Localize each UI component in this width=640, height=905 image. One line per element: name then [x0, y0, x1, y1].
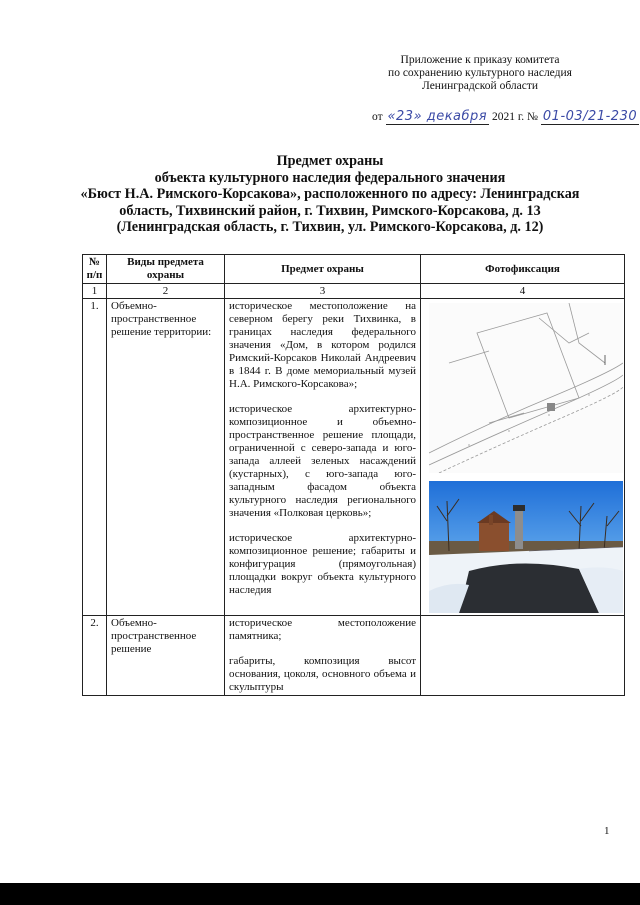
document-title [60, 153, 600, 236]
row-photos [421, 299, 625, 616]
order-number-handwritten: 01-03/21-230 [542, 109, 638, 124]
table-row [83, 616, 625, 696]
monument-photo-image [429, 481, 623, 613]
scan-edge-bar [0, 883, 640, 905]
protection-subject-table [82, 254, 625, 696]
order-date-number [372, 110, 639, 125]
subject-paragraph-3: историческое архитектурно-композиционное решение; габариты и конфигурация (прямоугольная) площадки вокруг объекта культурного наследия [229, 532, 416, 596]
col-number-4: 4 [421, 284, 625, 299]
table-header-row [83, 255, 625, 284]
col-number-1: 1 [83, 284, 107, 299]
order-prefix: от [372, 111, 383, 123]
row-number: 1. [83, 299, 107, 616]
subject-paragraph-1: историческое местоположение памятника; [229, 617, 416, 642]
row-photos-empty [421, 616, 625, 696]
col-number-2: 2 [107, 284, 225, 299]
order-year-text: 2021 г. № [492, 111, 539, 123]
row-number: 2. [83, 616, 107, 696]
title-line-4: область, Тихвинский район, г. Тихвин, Римского-Корсакова, д. 13 [119, 202, 541, 219]
title-line-2: объекта культурного наследия федерального значения [154, 169, 506, 186]
page-number: 1 [604, 825, 610, 837]
header-num: № п/п [83, 255, 107, 284]
header-types: Виды предмета охраны [107, 255, 225, 284]
row-type: Объемно-пространственное решение [107, 616, 225, 696]
header-photo: Фотофиксация [421, 255, 625, 284]
order-day-handwritten: «23» декабря [387, 109, 488, 124]
row-subject [225, 616, 421, 696]
appendix-line-2: по сохранению культурного наследия [388, 67, 572, 79]
row-type: Объемно-пространственное решение территории: [107, 299, 225, 616]
col-number-3: 3 [225, 284, 421, 299]
column-number-row [83, 284, 625, 299]
table-row [83, 299, 625, 616]
appendix-line-3: Ленинградской области [421, 80, 539, 92]
row-subject [225, 299, 421, 616]
title-line-5: (Ленинградская область, г. Тихвин, ул. Римского-Корсакова, д. 12) [116, 219, 544, 235]
subject-paragraph-2: габариты, композиция высот основания, цоколя, основного объема и скульптуры [229, 655, 416, 693]
subject-paragraph-1: историческое местоположение на северном берегу реки Тихвинка, в границах наследия федерального значения «Дом, в котором родился Римский-Корсаков Николай Андреевич в 1844 г. В доме мемориальный музей Н.А. Римского-Корсакова»; [229, 300, 416, 390]
header-subject: Предмет охраны [225, 255, 421, 284]
appendix-note [360, 54, 600, 93]
title-line-3: «Бюст Н.А. Римского-Корсакова», расположенного по адресу: Ленинградская [80, 186, 580, 202]
title-line-1: Предмет охраны [276, 153, 384, 169]
appendix-line-1: Приложение к приказу комитета [400, 54, 560, 66]
site-plan-map-image [429, 303, 623, 473]
subject-paragraph-2: историческое архитектурно-композиционное и объемно-пространственное решение площади, ограниченной с северо-запада и юго-запада аллеей зеленых насаждений (кустарных), с юго-запада юго-западным фасадом объекта культурного наследия регионального значения «Полковая церковь»; [229, 403, 416, 519]
